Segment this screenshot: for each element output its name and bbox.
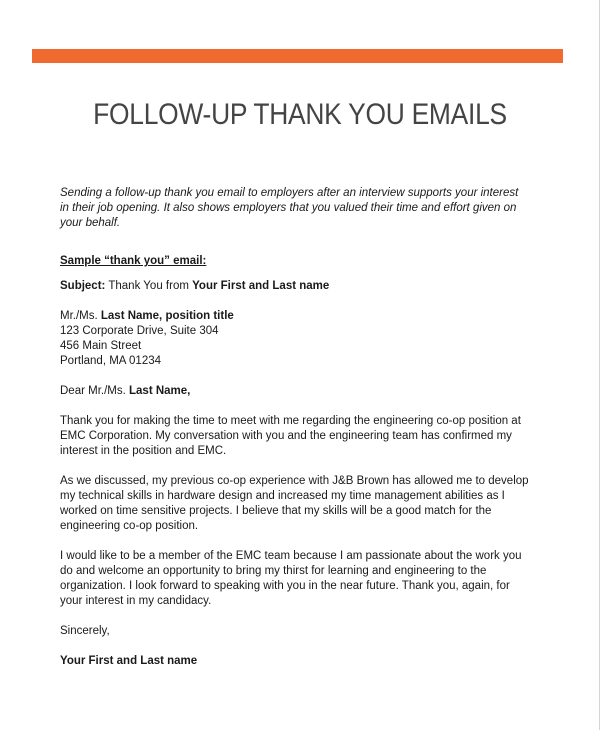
recipient-name-line	[60, 309, 530, 324]
subject-line	[60, 279, 530, 294]
salutation	[60, 384, 530, 399]
signature: Your First and Last name	[60, 655, 198, 667]
closing: Sincerely,	[60, 625, 110, 637]
recipient-prefix: Mr./Ms.	[60, 310, 101, 322]
body-paragraph-1: Thank you for making the time to meet with me regarding the engineering co-op position at EMC Corporation. My conversation with you and the engineering team has confirmed my interest in the position and EMC.	[60, 415, 521, 457]
address-line-3: Portland, MA 01234	[60, 355, 162, 367]
subject-text: Thank You from	[105, 280, 193, 292]
address-line-1: 123 Corporate Drive, Suite 304	[60, 325, 219, 337]
body-paragraph-3: I would like to be a member of the EMC team because I am passionate about the work you do and welcome an opportunity to bring my thirst for learning and engineering to the organization. I look forward to speaking with you in the near future. Thank you, again, for your interest in my candidacy.	[60, 550, 522, 607]
subject-sender-name: Your First and Last name	[192, 280, 330, 292]
document-body	[60, 186, 530, 669]
address-line-2: 456 Main Street	[60, 340, 142, 352]
recipient-name-title: Last Name, position title	[100, 310, 234, 322]
subject-label: Subject:	[60, 280, 106, 292]
document-title: FOLLOW-UP THANK YOU EMAILS	[93, 98, 507, 131]
salutation-name: Last Name,	[129, 385, 191, 397]
salutation-prefix: Dear Mr./Ms.	[60, 385, 130, 397]
recipient-address	[60, 309, 530, 369]
header-accent-bar	[32, 49, 563, 63]
intro-paragraph: Sending a follow-up thank you email to employers after an interview supports your interest in their job opening. It also shows employers that you valued their time and effort given on your behalf.	[60, 187, 519, 229]
sample-email-label: Sample “thank you” email:	[60, 255, 207, 267]
body-paragraph-2: As we discussed, my previous co-op experience with J&B Brown has allowed me to develop my technical skills in hardware design and increased my time management abilities as I worked on time sensitive projects. I believe that my skills will be a good match for the engineering co-op position.	[60, 475, 529, 532]
